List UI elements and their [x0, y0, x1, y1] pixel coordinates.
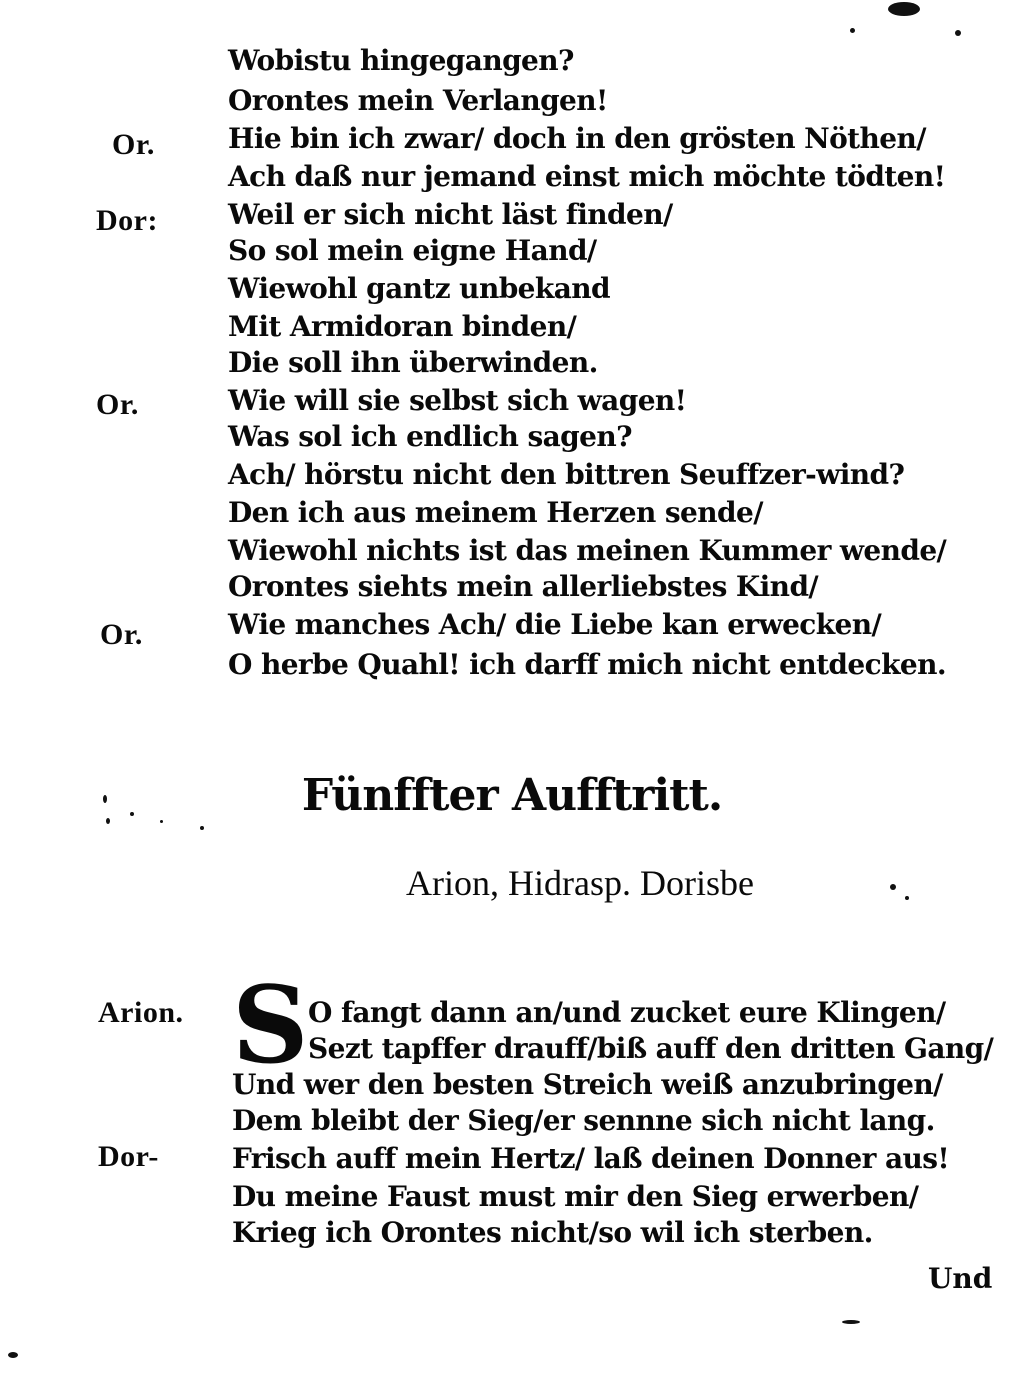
verse-line: Dem bleibt der Sieg/er sennne sich nicht lang.: [232, 1104, 935, 1137]
ink-speck: [955, 30, 961, 36]
character-list: Arion, Hidrasp. Dorisbe: [406, 863, 754, 903]
ink-speck: [160, 820, 163, 823]
verse-line: Die soll ihn überwinden.: [228, 346, 598, 379]
ink-speck: [106, 818, 110, 824]
ink-speck: [890, 884, 896, 890]
verse-line: Was sol ich endlich sagen?: [228, 420, 632, 453]
catchword: Und: [928, 1262, 993, 1295]
ink-speck: [850, 28, 855, 33]
speaker-label: Or.: [112, 128, 155, 161]
verse-line: Sezt tapffer drauff/biß auff den dritten Gang/: [308, 1032, 994, 1065]
verse-line: Den ich aus meinem Herzen sende/: [228, 496, 763, 529]
verse-line: Wiewohl nichts ist das meinen Kummer wende/: [228, 534, 947, 567]
ink-speck: [200, 826, 204, 830]
speaker-label: Or.: [100, 618, 143, 651]
verse-line: So sol mein eigne Hand/: [228, 234, 597, 267]
verse-line: Wiewohl gantz unbekand: [228, 272, 610, 305]
scene-heading: Fünffter Aufftritt.: [301, 770, 723, 821]
verse-line: Wie manches Ach/ die Liebe kan erwecken/: [228, 608, 882, 641]
verse-line: Ach/ hörstu nicht den bittren Seuffzer-wind?: [228, 458, 905, 491]
verse-line: O herbe Quahl! ich darff mich nicht entdecken.: [228, 648, 946, 681]
drop-cap: S: [232, 962, 309, 1087]
ink-speck: [842, 1320, 860, 1324]
verse-line: Frisch auff mein Hertz/ laß deinen Donner aus!: [232, 1142, 950, 1175]
speaker-label: Dor-: [98, 1140, 159, 1173]
verse-line: Hie bin ich zwar/ doch in den grösten Nöthen/: [228, 122, 926, 155]
verse-line: Wobistu hingegangen?: [228, 44, 574, 77]
verse-line: Orontes mein Verlangen!: [228, 84, 608, 117]
verse-line: Orontes siehts mein allerliebstes Kind/: [228, 570, 819, 603]
speaker-label: Or.: [96, 388, 139, 421]
ink-speck: [130, 812, 134, 816]
speaker-label: Arion.: [98, 996, 184, 1029]
verse-line: Und wer den besten Streich weiß anzubringen/: [232, 1068, 943, 1101]
ink-speck: [8, 1352, 18, 1358]
speaker-label: Dor:: [96, 204, 158, 237]
verse-line: Du meine Faust must mir den Sieg erwerben/: [232, 1180, 919, 1213]
verse-line: Weil er sich nicht läst finden/: [228, 198, 673, 231]
verse-line: Wie will sie selbst sich wagen!: [228, 384, 687, 417]
verse-line: O fangt dann an/und zucket eure Klingen/: [308, 996, 946, 1029]
verse-line: Ach daß nur jemand einst mich möchte tödten!: [228, 160, 946, 193]
ink-speck: [103, 795, 107, 803]
verse-line: Krieg ich Orontes nicht/so wil ich sterben.: [232, 1216, 873, 1249]
verse-line: Mit Armidoran binden/: [228, 310, 577, 343]
ink-speck: [905, 896, 909, 900]
ink-speck: [888, 2, 920, 16]
